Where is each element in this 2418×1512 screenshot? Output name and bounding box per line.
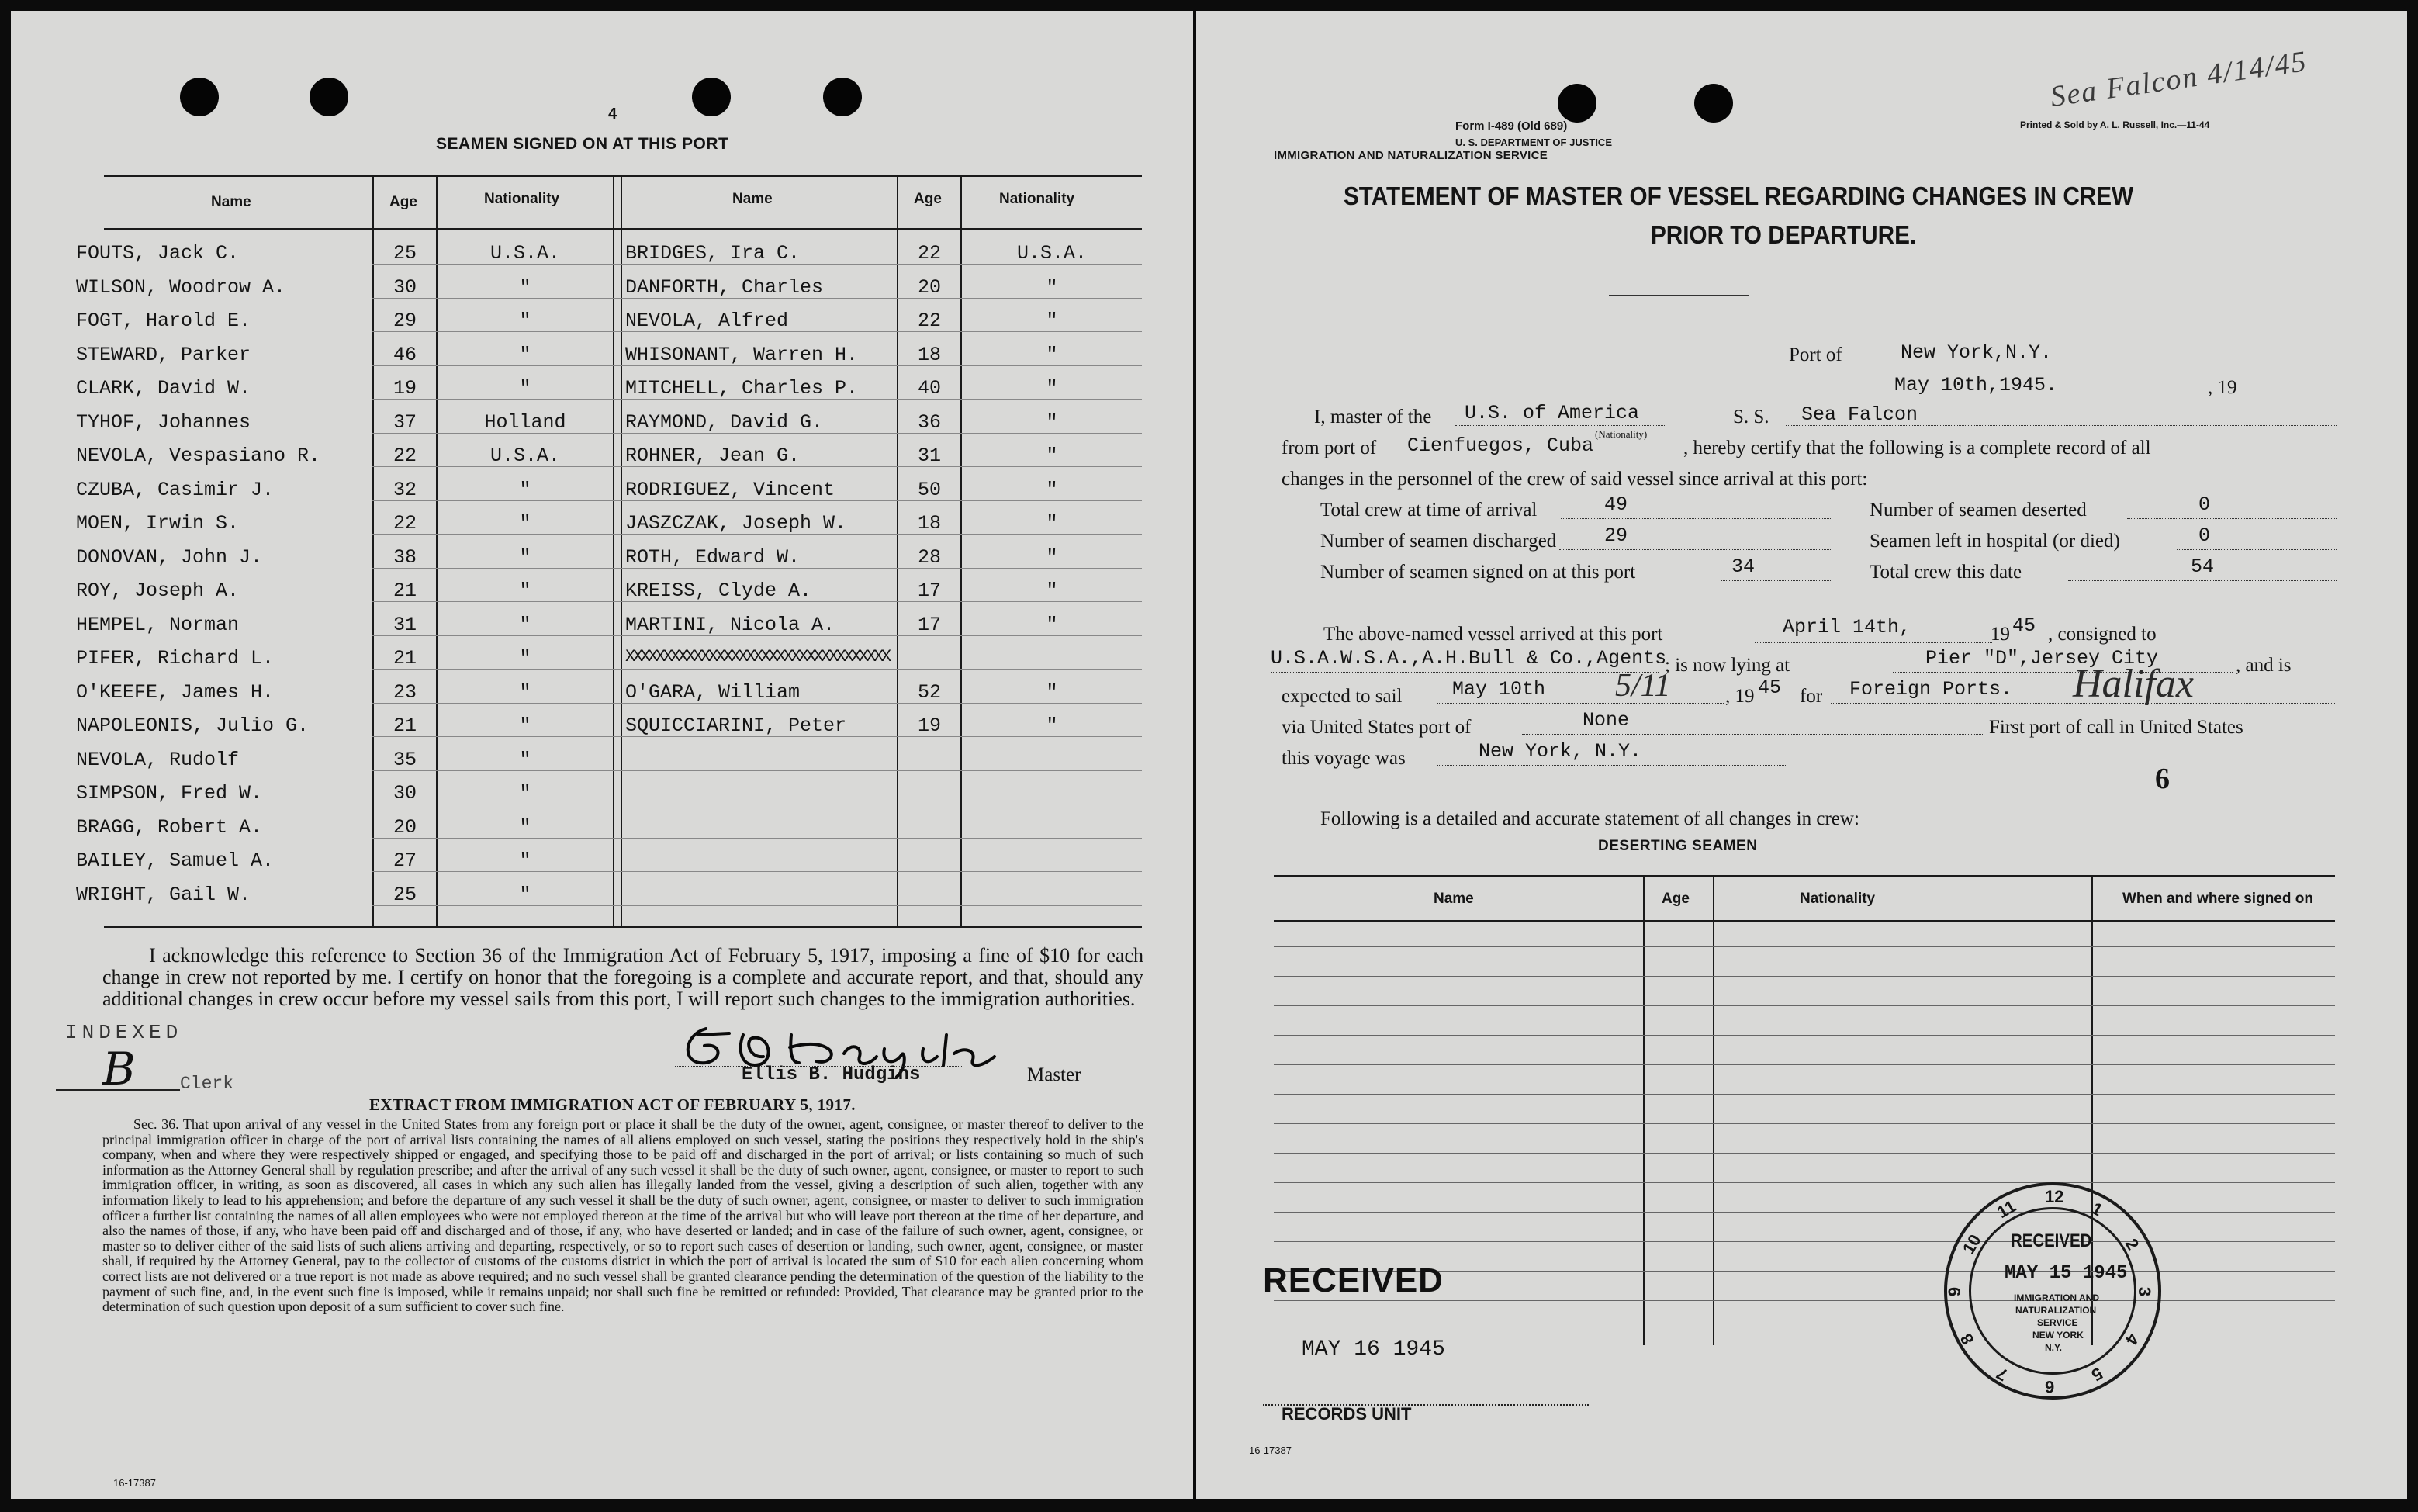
row-rule [372, 500, 1142, 501]
seaman-age: 38 [393, 545, 417, 569]
deserting-row-rule [1274, 1123, 2335, 1124]
col-divider [613, 175, 614, 926]
section-36-text: Sec. 36. That upon arrival of any vessel in the United States from any foreign port or place it shall be the duty of the owner, agent, consignee, or master thereof to deliver to the principal immigration officer in charge of the port of arrival lists containing the names of all aliens employed on such vessel, stating the positions they respectively hold in the ship's company, when and where they were respectively shipped or engaged, and specifying those to be paid off and discharged in the port of arrival; or lists containing so much of such information as the Attorney General shall by regulation prescribe; and after the arrival of any such vessel it shall be the duty of such owner, agent, consignee, or master to report to such immigration officer, in writing, as soon as discovered, all cases in which any such alien has illegally landed from the vessel, giving a description of such alien, together with any information likely to lead to his apprehension; and before the departure of any such vessel it shall be the duty of such owner, agent, consignee, or master to deliver to such immigration officer a further list containing the names of all alien employees who were not employed thereon at the time of the arrival but who will leave port thereon at the time of her departure, and also the names of those, if any, who have been paid off and discharged and of those, if any, who have deserted or landed; and in case of the failure of such owner, agent, consignee, or master so to deliver either of the said lists of such aliens arriving and departing, respectively, or so to report such cases of desertion or landing, such owner, agent, consignee, or master shall, if required by the Attorney General, pay to the collector of customs of the customs district in which the port of arrival is located the sum of $10 for each alien concerning whom correct lists are not delivered or a true report is not made as above required; and no such vessel shall be granted clearance pending the determination of the question of the liability to the payment of such fine, and, in the event such fine is imposed, while it remains unpaid; nor shall such fine be remitted or refunded: Provided, That clearance may be granted prior to the determination of such question upon deposit of a sum sufficient to cover such fine. [102, 1116, 1143, 1315]
section-title: SEAMEN SIGNED ON AT THIS PORT [436, 135, 729, 153]
fill-line [1271, 672, 1659, 673]
seaman-nationality: " [1046, 512, 1058, 535]
seaman-name: ROHNER, Jean G. [625, 445, 801, 467]
seaman-nationality: " [519, 377, 531, 400]
round-stamp-line1: IMMIGRATION AND [2014, 1292, 2099, 1303]
for-handwritten: Halifax [2073, 662, 2194, 706]
deserting-row-rule [1274, 1153, 2335, 1154]
seaman-name: O'KEEFE, James H. [76, 680, 275, 704]
table-top-rule [104, 175, 1142, 177]
seaman-name: WILSON, Woodrow A. [76, 275, 286, 299]
seaman-age: 36 [917, 410, 941, 434]
seaman-nationality: " [1046, 275, 1058, 299]
form-code: 16-17387 [1249, 1445, 1292, 1456]
total-crew-date-value: 54 [2191, 555, 2215, 578]
header-age: Age [389, 194, 417, 210]
first-call-label: First port of call in United States [1989, 717, 2243, 738]
seaman-name: CLARK, David W. [76, 377, 251, 400]
title-divider [1609, 295, 1749, 296]
col-divider [1713, 875, 1714, 1345]
seaman-name: ROY, Joseph A. [76, 580, 240, 602]
seaman-age: 50 [917, 478, 941, 501]
seaman-name: BAILEY, Samuel A. [76, 849, 275, 872]
table-bottom-rule [104, 926, 1142, 928]
seaman-age: 20 [393, 815, 417, 839]
page-number: 4 [608, 106, 617, 123]
ring-digit: 12 [2045, 1187, 2064, 1206]
seaman-age: 21 [393, 580, 417, 602]
punch-hole [1558, 84, 1596, 123]
expected-label: expected to sail [1282, 686, 1403, 707]
header-nationality: Nationality [484, 191, 560, 207]
master-of-label: I, master of the [1314, 407, 1432, 427]
seaman-age: 22 [917, 242, 941, 265]
seaman-nationality: " [1046, 310, 1058, 332]
seaman-nationality: " [519, 580, 531, 602]
seaman-name: MOEN, Irwin S. [76, 512, 240, 535]
seaman-name: HEMPEL, Norman [76, 613, 240, 636]
port-of-label: Port of [1789, 344, 1842, 365]
seaman-nationality: " [519, 512, 531, 535]
acknowledgement-text: I acknowledge this reference to Section 36 of the Immigration Act of February 5, 1917, imposing a fine of $10 for each change in crew not reported by me. I certify on honor that the foregoing is a complete and accurate report, and that, should any additional changes in crew occur before my vessel sails from this port, I will report such changes to the immigration authorities. [102, 944, 1143, 1010]
seaman-name: NAPOLEONIS, Julio G. [76, 714, 310, 737]
seaman-nationality: " [1046, 343, 1058, 366]
seaman-age: 17 [917, 580, 941, 602]
seaman-age: 29 [393, 310, 417, 332]
deserted-value: 0 [2198, 493, 2211, 516]
arrived-value: April 14th, [1783, 616, 1911, 638]
seaman-name: CZUBA, Casimir J. [76, 478, 275, 501]
from-port-label: from port of [1282, 438, 1377, 458]
form-code: 16-17387 [113, 1477, 156, 1489]
via-label: via United States port of [1282, 717, 1472, 738]
date-suffix: , 19 [2208, 377, 2237, 398]
fill-line [2127, 518, 2337, 519]
seaman-name: MARTINI, Nicola A. [625, 613, 835, 636]
seaman-name: ROTH, Edward W. [625, 545, 801, 569]
seaman-name: TYHOF, Johannes [76, 410, 251, 434]
voyage-label: this voyage was [1282, 748, 1406, 769]
following-text: Following is a detailed and accurate statement of all changes in crew: [1320, 808, 1859, 829]
and-is-text: , and is [2236, 655, 2292, 676]
seaman-name: SIMPSON, Fred W. [76, 782, 263, 804]
voyage-value: New York, N.Y. [1479, 740, 1642, 763]
fill-line [1561, 518, 1832, 519]
seaman-age: 20 [917, 275, 941, 299]
seaman-name: JASZCZAK, Joseph W. [625, 512, 847, 535]
deserting-title: DESERTING SEAMEN [1598, 838, 1758, 854]
seaman-name: FOUTS, Jack C. [76, 242, 240, 265]
deserting-header-age: Age [1662, 891, 1690, 907]
lying-label: ; is now lying at [1665, 655, 1790, 676]
seaman-age: 46 [393, 343, 417, 366]
seaman-name: PIFER, Richard L. [76, 647, 275, 670]
fill-line [2177, 549, 2337, 550]
seaman-nationality: " [1046, 478, 1058, 501]
col-divider [621, 175, 622, 926]
form-number: Form I-489 (Old 689) [1455, 119, 1568, 133]
ring-digit: 4 [2121, 1330, 2143, 1348]
expected-handwritten: 5/11 [1615, 668, 1671, 704]
ring-digit: 1 [2088, 1199, 2106, 1220]
deserting-row-rule [1274, 1005, 2335, 1006]
row-rule [372, 298, 1142, 299]
fill-line [1755, 642, 1992, 643]
for-label: for [1800, 686, 1823, 707]
seaman-name: DANFORTH, Charles [625, 275, 824, 299]
seaman-age: 30 [393, 275, 417, 299]
seaman-age: 40 [917, 377, 941, 400]
header-age: Age [914, 191, 942, 207]
right-page [1196, 11, 2407, 1499]
ring-digit: 10 [1959, 1230, 1986, 1258]
seaman-nationality: " [1046, 445, 1058, 467]
seaman-nationality: " [519, 545, 531, 569]
seaman-nationality: " [519, 478, 531, 501]
seaman-nationality: " [1046, 410, 1058, 434]
fill-line [1721, 580, 1832, 581]
header-name: Name [211, 194, 251, 210]
ring-digit: 3 [2135, 1286, 2155, 1297]
signed-on-label: Number of seamen signed on at this port [1320, 562, 1636, 583]
ring-digit: 5 [2088, 1363, 2106, 1385]
fill-line [1831, 703, 2335, 704]
seaman-name: XXXXXXXXXXXXXXXXXXXXXXXXXXXXXXXXXXX [625, 647, 889, 666]
seaman-nationality: " [1046, 613, 1058, 636]
seaman-nationality: " [519, 748, 531, 771]
row-rule [372, 770, 1142, 771]
seaman-name: FOGT, Harold E. [76, 310, 251, 332]
ring-digit: 2 [2121, 1235, 2143, 1254]
total-crew-arrival-label: Total crew at time of arrival [1320, 500, 1538, 521]
seaman-nationality: " [1046, 680, 1058, 704]
seaman-name: NEVOLA, Rudolf [76, 748, 240, 771]
handwritten-note: Sea Falcon 4/14/45 [2048, 44, 2309, 114]
sheet-number: 6 [2155, 763, 2170, 795]
fill-line [1786, 425, 2337, 426]
agent-value: U.S.A.W.S.A.,A.H.Bull & Co.,Agents [1271, 647, 1667, 670]
seaman-age: 31 [393, 613, 417, 636]
seaman-name: BRAGG, Robert A. [76, 815, 263, 839]
fill-line [1455, 425, 1665, 426]
seaman-age: 21 [393, 714, 417, 737]
seaman-age: 19 [393, 377, 417, 400]
for-value: Foreign Ports. [1849, 678, 2013, 701]
seaman-name: NEVOLA, Vespasiano R. [76, 445, 321, 467]
seaman-name: MITCHELL, Charles P. [625, 377, 859, 400]
total-crew-arrival-value: 49 [1604, 493, 1628, 516]
ring-digit: 9 [1945, 1286, 1965, 1297]
clerk-initials: B [102, 1043, 136, 1095]
seaman-age: 22 [393, 512, 417, 535]
row-rule [372, 703, 1142, 704]
seaman-name: BRIDGES, Ira C. [625, 242, 801, 265]
seaman-nationality: " [519, 275, 531, 299]
master-name: Ellis B. Hudgins [742, 1064, 921, 1085]
round-stamp-line5: N.Y. [2045, 1342, 2063, 1353]
seaman-age: 32 [393, 478, 417, 501]
form-title-line-1: STATEMENT OF MASTER OF VESSEL REGARDING CHANGES IN CREW [1344, 182, 2134, 210]
from-port-value: Cienfuegos, Cuba [1407, 434, 1594, 457]
arrived-year-prefix: 19 [1991, 624, 2010, 645]
seaman-name: SQUICCIARINI, Peter [625, 714, 847, 737]
deserting-row-rule [1274, 1182, 2335, 1183]
deserting-header-nationality: Nationality [1800, 891, 1876, 907]
seaman-nationality: " [519, 680, 531, 704]
clerk-label: Clerk [180, 1074, 234, 1094]
round-stamp-line3: SERVICE [2037, 1317, 2078, 1328]
row-rule [372, 568, 1142, 569]
ss-label: S. S. [1733, 407, 1769, 427]
seaman-name: KREISS, Clyde A. [625, 580, 812, 602]
punch-hole [692, 78, 731, 116]
seaman-nationality: " [1046, 545, 1058, 569]
punch-hole [1694, 84, 1733, 123]
ring-digit: 11 [1994, 1196, 2019, 1223]
seaman-age: 22 [393, 445, 417, 467]
seaman-nationality: " [519, 883, 531, 906]
ring-digit: 7 [1993, 1363, 2012, 1385]
left-page [11, 11, 1193, 1499]
seaman-nationality: Holland [484, 410, 566, 434]
row-rule [372, 871, 1142, 872]
seaman-nationality: " [1046, 580, 1058, 602]
deserting-header-rule [1274, 920, 2335, 922]
header-nationality: Nationality [999, 191, 1075, 207]
row-rule [372, 466, 1142, 467]
indexed-stamp: INDEXED [65, 1021, 183, 1044]
deserting-row-rule [1274, 1064, 2335, 1065]
row-rule [372, 669, 1142, 670]
deserted-label: Number of seamen deserted [1870, 500, 2087, 521]
arrived-year: 45 [2012, 614, 2036, 637]
seaman-age: 35 [393, 748, 417, 771]
seaman-age: 21 [393, 647, 417, 670]
fill-line [1559, 549, 1832, 550]
row-rule [372, 399, 1142, 400]
row-rule [372, 838, 1142, 839]
seaman-age: 27 [393, 849, 417, 872]
round-stamp-line2: NATURALIZATION [2015, 1305, 2097, 1316]
deserting-header-signed-on: When and where signed on [2122, 891, 2313, 907]
expected-value: May 10th [1452, 678, 1546, 701]
clerk-line [56, 1089, 180, 1091]
seaman-nationality: U.S.A. [489, 445, 560, 467]
department: U. S. DEPARTMENT OF JUSTICE [1455, 137, 1612, 148]
arrived-label: The above-named vessel arrived at this port [1323, 624, 1663, 645]
hospital-label: Seamen left in hospital (or died) [1870, 531, 2120, 552]
seaman-name: RAYMOND, David G. [625, 410, 824, 434]
deserting-row-rule [1274, 1241, 2335, 1242]
seaman-name: STEWARD, Parker [76, 343, 251, 366]
discharged-label: Number of seamen discharged [1320, 531, 1557, 552]
seaman-name: WHISONANT, Warren H. [625, 343, 859, 366]
seaman-nationality: " [519, 343, 531, 366]
consigned-label: , consigned to [2048, 624, 2157, 645]
seaman-age: 37 [393, 410, 417, 434]
seaman-age: 23 [393, 680, 417, 704]
hospital-value: 0 [2198, 524, 2211, 547]
deserting-row-rule [1274, 1212, 2335, 1213]
round-stamp-line4: NEW YORK [2032, 1330, 2084, 1341]
seaman-age: 25 [393, 242, 417, 265]
deserting-header-name: Name [1434, 891, 1474, 907]
seaman-age: 28 [917, 545, 941, 569]
seaman-name: O'GARA, William [625, 680, 801, 704]
round-stamp-date: MAY 15 1945 [2005, 1263, 2128, 1284]
seaman-age: 30 [393, 782, 417, 804]
printed-by: Printed & Sold by A. L. Russell, Inc.—11-44 [2020, 119, 2210, 130]
row-rule [372, 365, 1142, 366]
row-rule [372, 601, 1142, 602]
row-rule [372, 905, 1142, 906]
seaman-nationality: " [519, 714, 531, 737]
seaman-nationality: " [519, 849, 531, 872]
row-rule [372, 534, 1142, 535]
received-stamp: RECEIVED [1263, 1261, 1444, 1299]
fill-line [2068, 580, 2337, 581]
row-rule [372, 331, 1142, 332]
round-stamp-received: RECEIVED [2011, 1230, 2092, 1251]
nationality-caption: (Nationality) [1595, 428, 1648, 440]
seaman-age: 18 [917, 343, 941, 366]
seaman-nationality: U.S.A. [1016, 242, 1087, 265]
port-of-value: New York,N.Y. [1901, 341, 2053, 364]
header-name: Name [732, 191, 773, 207]
ring-digit: 6 [2045, 1377, 2055, 1396]
seaman-name: NEVOLA, Alfred [625, 310, 789, 332]
received-date: MAY 16 1945 [1302, 1337, 1445, 1361]
seaman-age: 18 [917, 512, 941, 535]
service: IMMIGRATION AND NATURALIZATION SERVICE [1274, 149, 1548, 162]
seaman-age: 52 [917, 680, 941, 704]
total-crew-date-label: Total crew this date [1870, 562, 2022, 583]
seaman-age: 31 [917, 445, 941, 467]
row-rule [372, 736, 1142, 737]
punch-hole [823, 78, 862, 116]
row-rule [372, 635, 1142, 636]
seaman-nationality: " [519, 782, 531, 804]
seaman-nationality: " [519, 647, 531, 670]
records-unit: RECORDS UNIT [1282, 1404, 1412, 1424]
report-date: May 10th,1945. [1894, 374, 2058, 396]
table-header-rule [104, 228, 1142, 230]
punch-hole [310, 78, 348, 116]
extract-title: EXTRACT FROM IMMIGRATION ACT OF FEBRUARY 5, 1917. [369, 1095, 856, 1114]
fill-line [1437, 765, 1786, 766]
deserting-row-rule [1274, 946, 2335, 947]
signed-on-value: 34 [1731, 555, 1756, 578]
deserting-top-rule [1274, 875, 2335, 877]
deserting-row-rule [1274, 976, 2335, 977]
deserting-row-rule [1274, 1035, 2335, 1036]
ring-digit: 8 [1956, 1330, 1978, 1348]
row-rule [372, 433, 1142, 434]
seaman-name: DONOVAN, John J. [76, 545, 263, 569]
fill-line [1437, 703, 1724, 704]
seaman-age: 25 [393, 883, 417, 906]
round-stamp [1944, 1182, 2161, 1400]
seaman-name: WRIGHT, Gail W. [76, 883, 251, 906]
seaman-name: RODRIGUEZ, Vincent [625, 478, 835, 501]
expected-year: 45 [1758, 676, 1782, 699]
seaman-age: 19 [917, 714, 941, 737]
master-of-value: U.S. of America [1465, 402, 1640, 424]
lying-value: Pier "D",Jersey City [1925, 647, 2159, 670]
discharged-value: 29 [1604, 524, 1628, 547]
fill-line [1522, 734, 1984, 735]
seaman-nationality: " [519, 613, 531, 636]
changes-text: changes in the personnel of the crew of said vessel since arrival at this port: [1282, 469, 1868, 490]
seaman-nationality: U.S.A. [489, 242, 560, 265]
seaman-age: 17 [917, 613, 941, 636]
deserting-row-rule [1274, 1094, 2335, 1095]
form-title-line-2: PRIOR TO DEPARTURE. [1651, 220, 1917, 249]
punch-hole [180, 78, 219, 116]
seaman-nationality: " [519, 310, 531, 332]
seaman-nationality: " [519, 815, 531, 839]
certify-text: , hereby certify that the following is a complete record of all [1683, 438, 2151, 458]
expected-year-prefix: , 19 [1725, 686, 1755, 707]
seaman-age: 22 [917, 310, 941, 332]
row-rule [372, 264, 1142, 265]
ss-value: Sea Falcon [1801, 403, 1918, 426]
deserting-row-rule [1274, 1300, 2335, 1301]
seaman-nationality: " [1046, 377, 1058, 400]
seaman-nationality: " [1046, 714, 1058, 737]
master-label: Master [1027, 1064, 1081, 1085]
via-value: None [1583, 709, 1630, 732]
